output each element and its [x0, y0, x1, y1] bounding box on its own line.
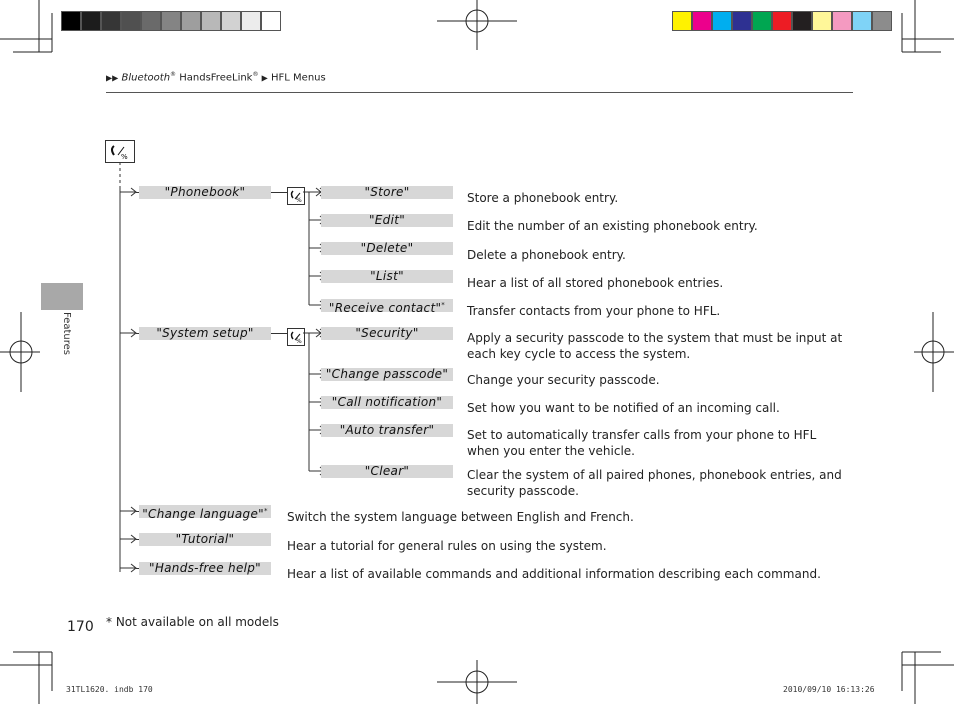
breadcrumb-bluetooth: Bluetooth — [121, 72, 171, 84]
breadcrumb-hfl-menus: HFL Menus — [271, 72, 326, 84]
voice-command-text: "Tutorial" — [175, 532, 235, 546]
voice-command — [321, 465, 453, 478]
command-description: Set how you want to be notified of an incoming call. — [467, 401, 780, 415]
voice-command-text: "System setup" — [156, 326, 254, 340]
command-description: Apply a security passcode to the system that must be input at each key cycle to access the system. — [467, 331, 843, 361]
voice-command — [321, 424, 453, 437]
command-description: Change your security passcode. — [467, 373, 660, 387]
voice-command — [321, 299, 453, 315]
command-description: Set to automatically transfer calls from your phone to HFL when you enter the vehicle. — [467, 428, 817, 458]
voice-command-text: "Clear" — [364, 464, 410, 478]
command-description: Clear the system of all paired phones, phonebook entries, and security passcode. — [467, 468, 842, 498]
submenu-connector — [271, 333, 287, 334]
voice-command-text: "Phonebook" — [164, 185, 246, 199]
page-number: 170 — [67, 619, 94, 635]
voice-command — [321, 186, 453, 199]
print-file-info: 31TL1620. indb 170 — [66, 685, 153, 694]
voice-command-text: "Receive contact" — [328, 301, 442, 315]
registered-mark: ® — [170, 71, 177, 78]
svg-text:%: % — [296, 197, 302, 204]
command-description: Switch the system language between English and French. — [287, 510, 634, 524]
voice-command — [321, 327, 453, 340]
hfl-talk-phone-icon — [105, 140, 135, 163]
footnote-mark: * — [441, 301, 446, 309]
voice-command — [139, 562, 271, 575]
breadcrumb-arrow-icon: ▶ — [261, 73, 268, 83]
footnote: * Not available on all models — [106, 615, 279, 629]
voice-command-text: "Change language" — [142, 507, 264, 521]
voice-command — [321, 396, 453, 409]
command-description: Edit the number of an existing phonebook entry. — [467, 219, 758, 233]
footnote-mark: * — [263, 507, 268, 515]
voice-command — [321, 242, 453, 255]
voice-command — [139, 186, 271, 199]
print-timestamp: 2010/09/10 16:13:26 — [783, 685, 875, 694]
registered-mark: ® — [252, 71, 259, 78]
voice-command-text: "Store" — [364, 185, 410, 199]
voice-command-text: "Edit" — [368, 213, 406, 227]
svg-text:%: % — [121, 153, 128, 161]
voice-command-text: "Delete" — [360, 241, 414, 255]
voice-command-text: "Change passcode" — [325, 367, 449, 381]
svg-text:%: % — [296, 338, 302, 345]
voice-command-text: "Auto transfer" — [339, 423, 435, 437]
command-description: Hear a list of available commands and additional information describing each command. — [287, 567, 821, 581]
command-description: Hear a tutorial for general rules on using the system. — [287, 539, 607, 553]
voice-command — [321, 214, 453, 227]
submenu-connector — [271, 192, 287, 193]
voice-command-text: "Call notification" — [331, 395, 443, 409]
command-description: Hear a list of all stored phonebook entries. — [467, 276, 724, 290]
breadcrumb-handsfreelink: HandsFreeLink — [179, 72, 253, 84]
voice-command — [139, 505, 271, 521]
voice-command-text: "Security" — [355, 326, 419, 340]
voice-command — [321, 270, 453, 283]
voice-command-text: "List" — [370, 269, 404, 283]
command-description: Store a phonebook entry. — [467, 191, 619, 205]
breadcrumb-arrow-icon: ▶▶ — [106, 73, 119, 83]
voice-command — [139, 533, 271, 546]
voice-command — [139, 327, 271, 340]
voice-command — [321, 368, 453, 381]
command-description: Transfer contacts from your phone to HFL. — [467, 304, 721, 318]
section-tab-label: Features — [61, 312, 72, 355]
voice-command-text: "Hands-free help" — [149, 561, 261, 575]
command-description: Delete a phonebook entry. — [467, 248, 626, 262]
